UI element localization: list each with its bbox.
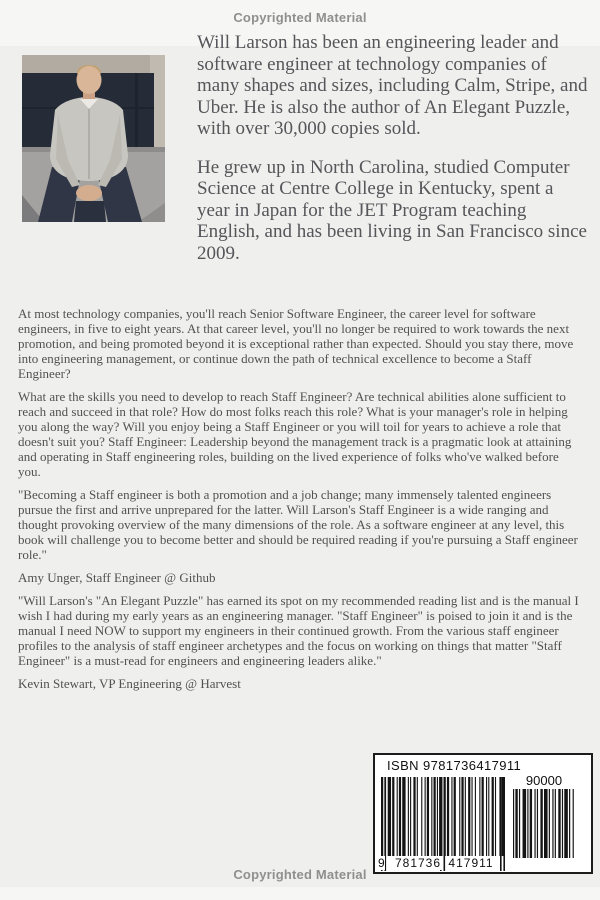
copyright-banner-top: Copyrighted Material — [233, 10, 367, 25]
description-paragraph-1: At most technology companies, you'll reach Senior Software Engineer, the career level for software engineers, in five to eight years. At that career level, you'll no longer be required to work towards the next promotion, and being promoted beyond it is exceptional rather than expected. Should you stay there, move into engineering management, or continue down the path of technical excellence to become a Staff Engineer? — [18, 306, 574, 381]
testimonial-quote-1: "Becoming a Staff engineer is both a promotion and a job change; many immensely talented engineers pursue the first and arrive unprepared for the latter. Will Larson's Staff Engineer is a wide ranging and thought provoking overview of the many dimensions of the role. As a software engineer at any level, this book will challenge you to become better and should be required reading if you're pursuing a Staff engineer role." — [18, 487, 578, 562]
clasped-hands — [76, 185, 102, 201]
copyright-banner-bottom: Copyrighted Material — [233, 867, 367, 882]
page-bottom-margin — [0, 887, 600, 900]
author-photo-illustration — [22, 55, 165, 222]
author-bio-paragraph-1: Will Larson has been an engineering leader and software engineer at technology companies of many shapes and sizes, including Calm, Stripe, and Uber. He is also the author of An Elegant Puzzle, with over 30,000 copies sold. — [197, 32, 588, 139]
isbn-barcode-box — [373, 753, 593, 874]
author-bio — [197, 32, 589, 264]
isbn-label: ISBN 9781736417911 — [387, 758, 522, 773]
supplement-barcode-bars — [513, 789, 575, 858]
price-code-label: 90000 — [525, 773, 563, 788]
testimonial-attribution-1: Amy Unger, Staff Engineer @ Github — [18, 570, 216, 585]
description-paragraph-2: What are the skills you need to develop to reach Staff Engineer? Are technical abilities alone sufficient to reach and succeed in that role? How do most folks reach this role? What is your manager's role in helping you along the way? Will you enjoy being a Staff Engineer or you will toil for years to achieve a role that doesn't suit you? Staff Engineer: Leadership beyond the management track is a pragmatic look at attaining and operating in Staff engineering roles, building on the lived experience of folks who've walked before you. — [18, 389, 572, 479]
barcode-digits-group-1: 781736 — [394, 856, 442, 870]
barcode-digit-left: 9 — [378, 856, 385, 870]
testimonial-quote-2: "Will Larson's "An Elegant Puzzle" has earned its spot on my recommended reading list and is the manual I wish I had during my early years as an engineering manager. "Staff Engineer" is poised to join it and is the manual I need NOW to support my engineers in their continued growth. From the various staff engineer profiles to the analysis of staff engineer archetypes and the focus on working on things that matter "Staff Engineer" is a must-read for engineers and engineering leaders alike." — [18, 593, 579, 668]
testimonial-attribution-2: Kevin Stewart, VP Engineering @ Harvest — [18, 676, 241, 691]
face — [77, 66, 102, 94]
author-bio-paragraph-2: He grew up in North Carolina, studied Computer Science at Centre College in Kentucky, spent a year in Japan for the JET Program teaching English, and has been living in San Francisco since 2009. — [197, 156, 587, 264]
barcode-digits-group-2: 417911 — [446, 856, 496, 870]
author-photo — [22, 55, 165, 222]
book-description — [18, 306, 582, 691]
